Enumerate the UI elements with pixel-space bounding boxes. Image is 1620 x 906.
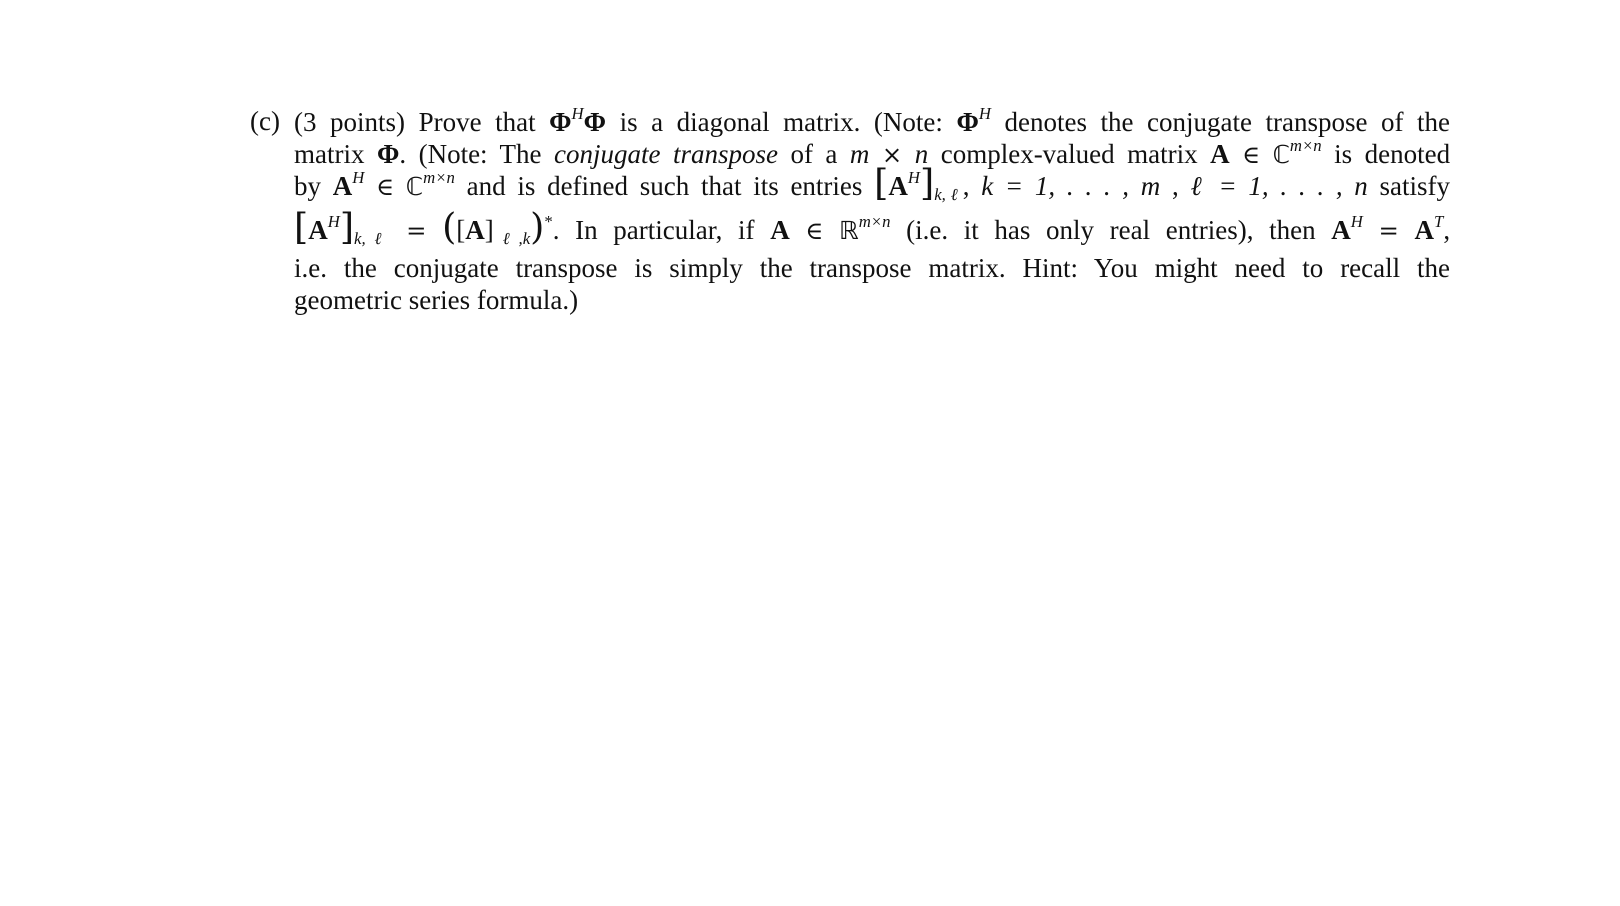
phi-symbol: Φ bbox=[956, 107, 979, 137]
superscript-h: H bbox=[352, 167, 365, 187]
problem-c bbox=[250, 103, 1451, 316]
prove-that-text: Prove that bbox=[418, 107, 536, 137]
var-n: n bbox=[914, 139, 929, 169]
phi-symbol: Φ bbox=[549, 107, 572, 137]
element-of-symbol: ∈ bbox=[1242, 140, 1261, 169]
k-range: k = 1, . . . , m bbox=[981, 171, 1161, 201]
index-subscript: k,ℓ bbox=[934, 185, 963, 205]
matrix-a-symbol: A bbox=[1414, 215, 1435, 245]
complex-numbers-symbol: ℂ bbox=[405, 172, 424, 201]
superscript-h: H bbox=[571, 103, 584, 123]
superscript-h: H bbox=[907, 167, 920, 187]
problem-line-4 bbox=[294, 202, 1450, 252]
conjugate-transpose-term: conjugate transpose bbox=[554, 139, 778, 169]
conjugate-expression: $([A]_{\ell,k})^*$ bbox=[442, 205, 553, 249]
left-bracket: [ bbox=[294, 205, 309, 248]
index-subscript: k,ℓ bbox=[354, 229, 391, 249]
equals-symbol: = bbox=[1378, 216, 1399, 245]
entry-expression bbox=[294, 205, 391, 249]
times-symbol: × bbox=[881, 140, 903, 169]
right-bracket: ] bbox=[339, 205, 355, 248]
superscript-h: H bbox=[327, 211, 340, 231]
index-subscript: ℓ,k bbox=[493, 229, 531, 249]
superscript-h: H bbox=[1350, 211, 1363, 231]
comma: , bbox=[962, 171, 970, 201]
matrix-word: matrix bbox=[294, 139, 365, 169]
matrix-a-symbol: A bbox=[888, 171, 908, 201]
matrix-a-symbol: A bbox=[770, 215, 790, 245]
equals-symbol: = bbox=[406, 216, 427, 245]
problem-line-2 bbox=[294, 135, 1451, 170]
note-text: denotes the conjugate transpose of the bbox=[1004, 107, 1451, 137]
real-entries-text: (i.e. it has only real entries), then bbox=[906, 215, 1316, 245]
note-text: . (Note: The bbox=[399, 139, 542, 169]
matrix-a-symbol: A bbox=[1210, 139, 1230, 169]
satisfy-text: satisfy bbox=[1379, 171, 1451, 201]
l-range: ℓ = 1, . . . , n bbox=[1190, 171, 1368, 201]
dimension-superscript: m×n bbox=[423, 167, 455, 187]
comma: , bbox=[1443, 215, 1451, 245]
real-numbers-symbol: ℝ bbox=[839, 216, 859, 245]
of-a-text: of a bbox=[790, 139, 838, 169]
dimension-superscript: m×n bbox=[1289, 135, 1322, 155]
definition-text: and is defined such that its entries bbox=[466, 171, 863, 201]
points-value: (3 points) bbox=[294, 107, 406, 137]
phi-symbol: Φ bbox=[376, 139, 400, 169]
element-of-symbol: ∈ bbox=[376, 172, 395, 201]
by-text: by bbox=[294, 171, 321, 201]
right-bracket: ] bbox=[919, 161, 935, 204]
matrix-a-symbol: A bbox=[465, 215, 485, 245]
complex-numbers-symbol: ℂ bbox=[1272, 140, 1290, 169]
problem-label: (c) bbox=[250, 106, 280, 136]
problem-line-3 bbox=[294, 161, 1451, 205]
statement-text: is a diagonal matrix. (Note: bbox=[619, 107, 943, 137]
matrix-a-symbol: A bbox=[308, 215, 328, 245]
comma: , bbox=[1172, 171, 1179, 201]
matrix-a-symbol: A bbox=[1331, 215, 1351, 245]
dimension-superscript: m×n bbox=[858, 211, 891, 231]
problem-line-6: geometric series formula.) bbox=[294, 285, 579, 315]
superscript-t: T bbox=[1434, 211, 1444, 231]
phi-symbol: Φ bbox=[583, 107, 607, 137]
complex-valued-text: complex-valued matrix bbox=[940, 139, 1198, 169]
close-paren: ) bbox=[530, 205, 545, 248]
in-particular-text: . In particular, if bbox=[552, 215, 755, 245]
var-m: m bbox=[849, 139, 870, 169]
superscript-h: H bbox=[978, 103, 991, 123]
left-bracket: [ bbox=[874, 161, 889, 204]
entry-expression bbox=[874, 161, 963, 205]
is-denoted-text: is denoted bbox=[1334, 139, 1451, 169]
problem-body bbox=[250, 103, 1451, 316]
problem-line-1 bbox=[294, 103, 1451, 138]
conjugate-star: * bbox=[544, 211, 553, 231]
problem-line-5: i.e. the conjugate transpose is simply the transpose matrix. Hint: You might need to recall the bbox=[294, 253, 1450, 283]
element-of-symbol: ∈ bbox=[805, 216, 824, 245]
matrix-a-symbol: A bbox=[332, 171, 353, 201]
open-paren: ( bbox=[442, 205, 457, 248]
